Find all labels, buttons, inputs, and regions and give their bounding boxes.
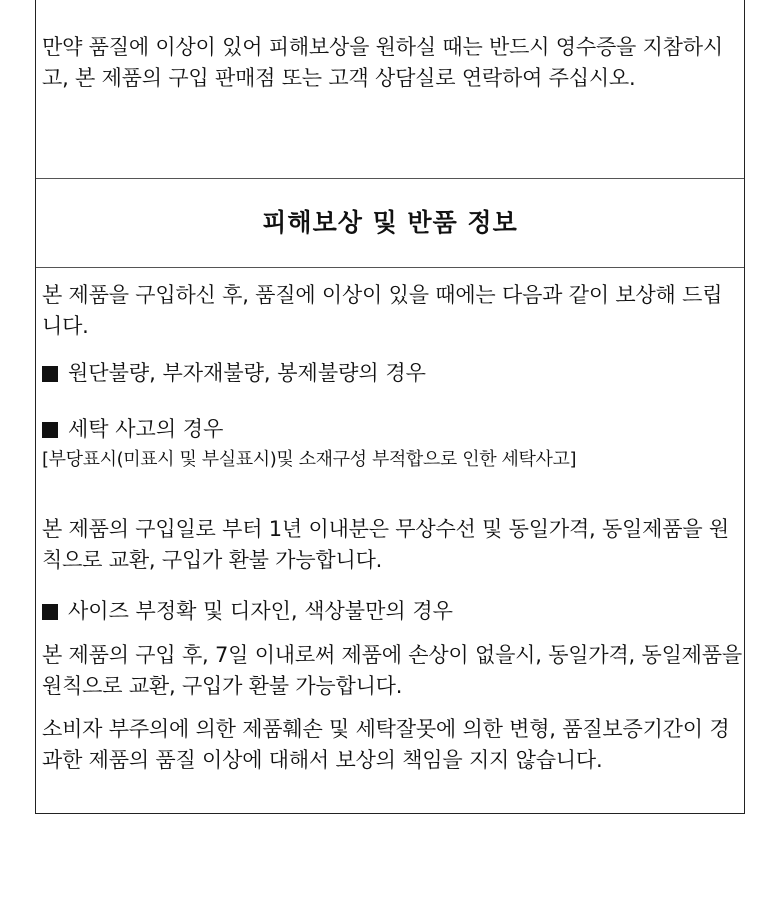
case3-heading-row (42, 596, 742, 627)
section-title-bar (36, 179, 744, 268)
case3-heading: 사이즈 부정확 및 디자인, 색상불만의 경우 (68, 599, 453, 623)
top-notice-section (36, 0, 744, 179)
case2-heading: 세탁 사고의 경우 (68, 417, 224, 441)
case12-remedy: 본 제품의 구입일로 부터 1년 이내분은 무상수선 및 동일가격, 동일제품을 원칙으로 교환, 구입가 환불 가능합니다. (42, 517, 729, 572)
disclaimer-paragraph: 소비자 부주의에 의한 제품훼손 및 세탁잘못에 의한 변형, 품질보증기간이 경과한 제품의 품질 이상에 대해서 보상의 책임을 지지 않습니다. (42, 717, 730, 772)
case1-heading: 원단불량, 부자재불량, 봉제불량의 경우 (68, 361, 426, 385)
case2-detail: [부당표시(미표시 및 부실표시)및 소재구성 부적합으로 인한 세탁사고] (42, 449, 577, 470)
black-square-icon (42, 422, 58, 438)
black-square-icon (42, 366, 58, 382)
top-notice-text: 만약 품질에 이상이 있어 피해보상을 원하실 때는 반드시 영수증을 지참하시고, 본 제품의 구입 판매점 또는 고객 상담실로 연락하여 주십시오. (42, 35, 723, 90)
intro-paragraph: 본 제품을 구입하신 후, 품질에 이상이 있을 때에는 다음과 같이 보상해 드립니다. (42, 283, 723, 338)
case2-heading-row (42, 414, 742, 445)
info-sheet (35, 0, 745, 814)
case3-remedy: 본 제품의 구입 후, 7일 이내로써 제품에 손상이 없을시, 동일가격, 동일제품을 원칙으로 교환, 구입가 환불 가능합니다. (42, 643, 742, 698)
case1-heading-row (42, 358, 742, 389)
section-title: 피해보상 및 반품 정보 (262, 208, 518, 237)
black-square-icon (42, 604, 58, 620)
